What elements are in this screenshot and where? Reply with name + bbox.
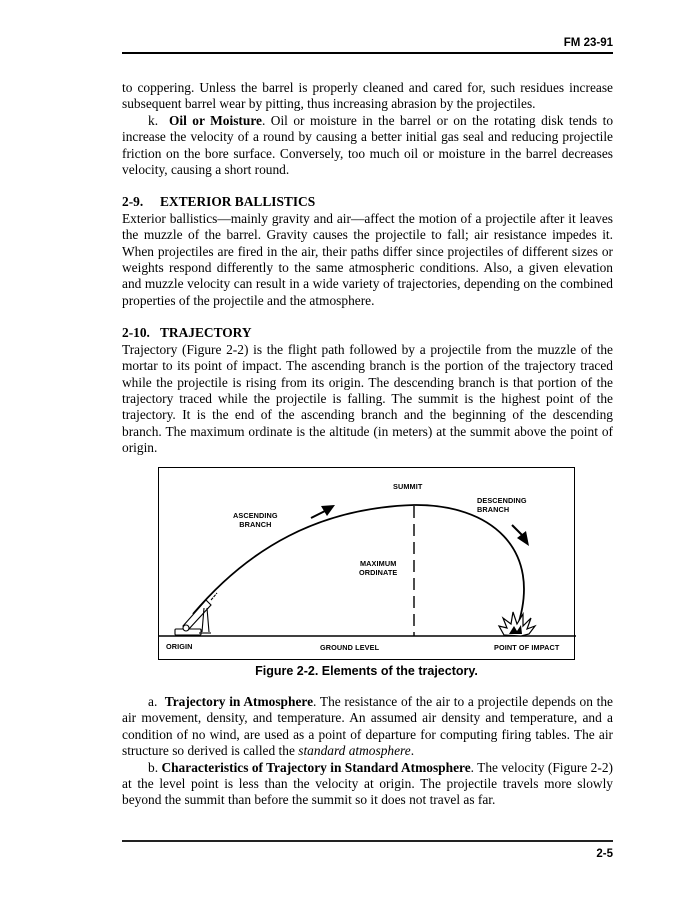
paragraph-label: b. <box>148 759 159 775</box>
paragraph-label: a. <box>148 694 158 709</box>
label-line: BRANCH <box>239 520 272 529</box>
label-descending-branch <box>477 496 527 514</box>
header-rule <box>122 52 613 54</box>
section-heading-trajectory <box>122 325 613 341</box>
body-text-top <box>122 80 613 457</box>
page-header-doc-id: FM 23-91 <box>563 37 613 49</box>
paragraph-italic-term: standard atmosphere <box>298 743 411 759</box>
label-summit: SUMMIT <box>393 482 423 491</box>
body-text-bottom <box>122 694 613 809</box>
section-heading-exterior-ballistics <box>122 194 613 210</box>
page-number: 2-5 <box>596 848 613 860</box>
paragraph-text: . The velocity (Figure 2-2) at the level point is less than the velocity at origin. The projectile travels more slowly beyond the summit than before the summit so it does not travel as far. <box>122 759 613 808</box>
ascending-arrow-icon <box>311 505 335 518</box>
paragraph-label: k. <box>148 112 159 128</box>
trajectory-figure <box>158 467 575 660</box>
paragraph-exterior-ballistics: Exterior ballistics—mainly gravity and air—affect the motion of a projectile after it leaves the muzzle of the barrel. Gravity causes the projectile to fall; air resistance impedes it. When projectiles are fired in the air, their paths differ since projectiles of different sizes or weights respond differently to the same atmospheric conditions. Also, a given elevation and muzzle velocity can result in a wide variety of trajectories, depending on the combined properties of the projectile and the atmosphere. <box>122 210 613 308</box>
paragraph-characteristics <box>122 760 613 809</box>
paragraph-oil-moisture <box>122 113 613 179</box>
label-point-of-impact: POINT OF IMPACT <box>494 643 560 652</box>
section-title: EXTERIOR BALLISTICS <box>160 194 316 210</box>
label-ascending-branch <box>233 511 278 529</box>
descending-arrow-icon <box>512 525 529 546</box>
explosion-icon <box>499 612 535 636</box>
label-ground-level: GROUND LEVEL <box>320 643 380 652</box>
label-origin: ORIGIN <box>166 642 193 651</box>
figure-caption: Figure 2-2. Elements of the trajectory. <box>255 664 478 678</box>
label-line: DESCENDING <box>477 496 527 505</box>
paragraph-continued: to coppering. Unless the barrel is properly cleaned and cared for, such residues increase subsequent barrel wear by pitting, thus increasing abrasion by the projectiles. <box>122 80 613 112</box>
paragraph-text: . The resistance of the air to a projectile depends on the air movement, density, and temperature. An assumed air density and temperature, and a condition of no wind, are used as a point of departure for computing firing tables. The air structure so derived is called the <box>122 694 613 759</box>
paragraph-text: . Oil or moisture in the barrel or on the rotating disk tends to increase the velocity of a round by causing a better initial gas seal and reducing projectile friction on the bore surface. Conversely, too much oil or moisture in the barrel decreases velocity, causing a short round. <box>122 112 614 178</box>
mortar-icon <box>175 593 217 635</box>
paragraph-text: . <box>410 743 415 759</box>
paragraph-trajectory: Trajectory (Figure 2-2) is the flight path followed by a projectile from the muzzle of the mortar to its point of impact. The ascending branch is the portion of the trajectory traced while the projectile is rising from its origin. The descending branch is that portion of the trajectory traced while the projectile is falling. The summit is the highest point of the trajectory. It is the end of the ascending branch and the beginning of the descending branch. The maximum ordinate is the altitude (in meters) at the summit above the point of origin. <box>122 341 613 456</box>
paragraph-trajectory-atmosphere <box>122 694 613 760</box>
label-line: ORDINATE <box>359 568 398 577</box>
section-title: TRAJECTORY <box>160 325 252 341</box>
label-line: MAXIMUM <box>360 559 397 568</box>
label-line: BRANCH <box>477 505 510 514</box>
label-line: ASCENDING <box>233 511 278 520</box>
section-number: 2-10. <box>122 325 150 341</box>
footer-rule <box>122 840 613 842</box>
label-maximum-ordinate <box>359 559 397 577</box>
section-number: 2-9. <box>122 194 144 210</box>
paragraph-title: Characteristics of Trajectory in Standard Atmosphere <box>161 759 471 775</box>
paragraph-title: Trajectory in Atmosphere <box>164 694 314 709</box>
paragraph-title: Oil or Moisture <box>168 112 262 128</box>
